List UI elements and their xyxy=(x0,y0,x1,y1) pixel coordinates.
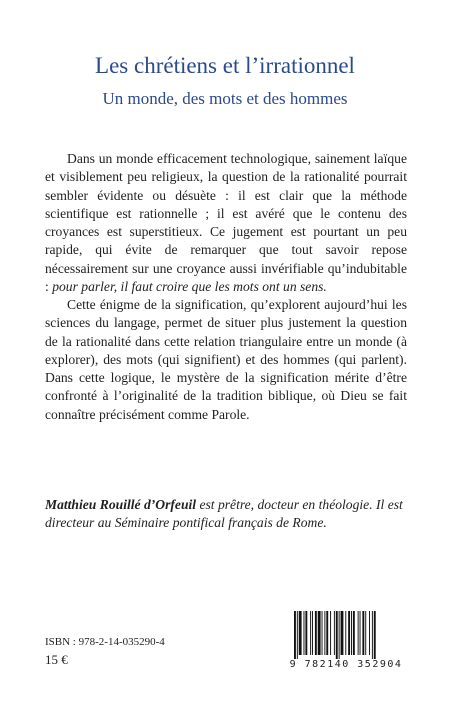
summary-paragraph-2: Cette énigme de la signification, qu’explorent aujourd’hui les sciences du langage, permet de situer plus justement la question de la rationalité dans cette relation triangulaire entre un monde (à explorer), des mots (qui signifient) et des hommes (qui parlent). Dans cette logique, le mystère de la signification mérite d’être confronté à l’originalité de la tradition biblique, où Dieu se fait connaître précisément comme Parole. xyxy=(45,297,407,422)
barcode-bar xyxy=(372,611,373,659)
isbn-label: ISBN : 978-2-14-035290-4 xyxy=(45,636,165,648)
barcode-bar xyxy=(353,611,355,655)
barcode-bar xyxy=(326,611,328,655)
barcode-bar xyxy=(294,611,296,659)
barcode-bar xyxy=(315,611,317,655)
summary-paragraph-1 xyxy=(45,150,407,296)
barcode-bar xyxy=(299,611,302,655)
summary-paragraph-1-italic: pour parler, il faut croire que les mots ont un sens. xyxy=(52,279,327,295)
barcode-bar xyxy=(374,611,376,659)
barcode-bar xyxy=(305,611,307,655)
barcode-bar xyxy=(297,611,298,659)
barcode-bar xyxy=(336,611,338,659)
price-label: 15 € xyxy=(45,652,68,667)
barcode-bar xyxy=(341,611,344,655)
barcode-bars-icon xyxy=(292,611,400,659)
barcode-bar xyxy=(345,611,346,655)
barcode-bar xyxy=(339,611,340,659)
barcode-digits: 9 782140 352904 xyxy=(289,659,403,670)
barcode-bar xyxy=(369,611,370,655)
barcode-bar xyxy=(310,611,311,655)
author-bio xyxy=(45,496,407,533)
barcode-bar xyxy=(348,611,350,655)
barcode-bar xyxy=(318,611,321,655)
barcode-bar xyxy=(324,611,325,655)
barcode-bar xyxy=(365,611,366,655)
barcode-bar xyxy=(351,611,352,655)
author-name: Matthieu Rouillé d’Orfeuil xyxy=(45,497,197,512)
summary-paragraph-1-text: Dans un monde efficacement technologique, sainement laïque et visiblement peu religieux, la question de la rationalité pourrait sembler évidente ou désuète : il est clair que la méthode scientifique est rationnelle ; il est avéré que le contenu des croyances est superstitieux. Ce jugement est pourtant un peu rapide, qui évite de remarquer que tout savoir repose nécessairement sur une croyance aussi invérifiable qu’indubitable : xyxy=(45,151,407,295)
book-title: Les chrétiens et l’irrationnel xyxy=(95,53,355,78)
barcode-bar xyxy=(304,611,305,655)
barcode-bar xyxy=(358,611,359,655)
barcode-bar xyxy=(312,611,313,655)
book-subtitle: Un monde, des mots et des hommes xyxy=(102,89,348,108)
barcode-bar xyxy=(362,611,364,655)
barcode-bar xyxy=(334,611,335,655)
barcode-bar xyxy=(322,611,323,655)
barcode-bar xyxy=(360,611,361,655)
author-description: est prêtre, docteur en théologie. Il est directeur au Séminaire pontifical français de Rome. xyxy=(45,497,403,531)
barcode-bar xyxy=(330,611,331,655)
barcode xyxy=(282,607,410,675)
